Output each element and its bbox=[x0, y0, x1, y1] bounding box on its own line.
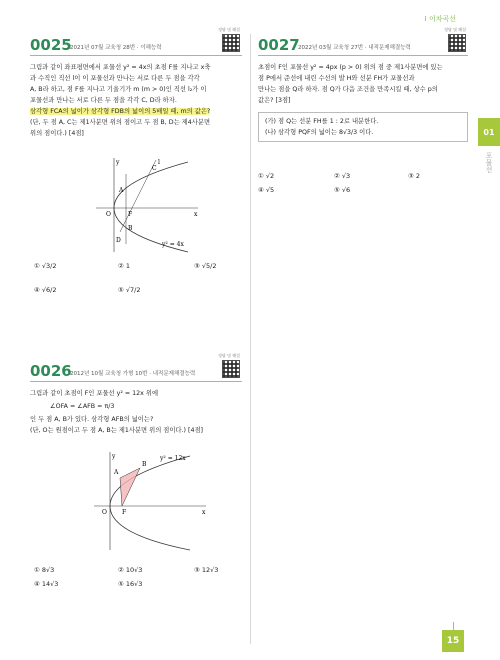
choice-3[interactable]: ③ √5/2 bbox=[194, 262, 217, 270]
problem-number: 0027 bbox=[258, 36, 300, 54]
choice-4[interactable]: ④ √5 bbox=[258, 186, 275, 194]
qr-caption: 정답 및 해설 bbox=[218, 353, 240, 358]
text-line: 초점이 F인 포물선 y² = 4px (p > 0) 위의 점 중 제1사분면에 있는 bbox=[258, 64, 443, 71]
chapter-label: Ⅰ 이차곡선 bbox=[424, 15, 456, 23]
label-f: F bbox=[128, 211, 133, 218]
problem-0026 bbox=[30, 353, 242, 588]
label-a: A bbox=[114, 469, 119, 476]
text-line: 인 두 점 A, B가 있다. 삼각형 AFB의 넓이는? bbox=[30, 416, 154, 423]
curve-equation: y² = 12x bbox=[160, 455, 186, 462]
text-line: 위의 점이다.) [4점] bbox=[30, 130, 84, 137]
curve-equation: y² = 4x bbox=[162, 241, 184, 248]
text-line: 포물선과 만나는 서로 다른 두 점을 각각 C, D라 하자. bbox=[30, 97, 177, 104]
qr-code-icon[interactable] bbox=[448, 34, 466, 52]
label-l: l bbox=[158, 159, 160, 166]
choice-5[interactable]: ⑤ 16√3 bbox=[118, 580, 143, 588]
choice-1[interactable]: ① 8√3 bbox=[34, 566, 55, 574]
label-o: O bbox=[106, 211, 111, 218]
conditions-box bbox=[258, 112, 468, 142]
label-f: F bbox=[122, 509, 127, 516]
text-line: 그림과 같이 초점이 F인 포물선 y² = 12x 위에 bbox=[30, 390, 159, 397]
condition-a: (가) 점 Q는 선분 FH를 1 : 2로 내분한다. bbox=[265, 118, 379, 125]
text-line: 만나는 점을 Q라 하자. 점 Q가 다음 조건을 만족시킬 때, 상수 p의 bbox=[258, 86, 438, 93]
column-divider bbox=[250, 34, 251, 644]
choice-5[interactable]: ⑤ √7/2 bbox=[118, 286, 141, 294]
problem-source: 2022년 03월 교육청 27번 · 내적문제해결능력 bbox=[298, 45, 411, 51]
equation: ∠OFA = ∠AFB = π/3 bbox=[50, 403, 115, 410]
problem-text bbox=[30, 62, 242, 139]
choice-3[interactable]: ③ 2 bbox=[408, 172, 421, 180]
condition-b: (나) 삼각형 PQF의 넓이는 8√3/3 이다. bbox=[265, 129, 374, 136]
problem-text bbox=[258, 62, 468, 106]
page-number-line bbox=[453, 622, 454, 630]
text-line: (단, O는 원점이고 두 점 A, B는 제1사분면 위의 점이다.) [4점] bbox=[30, 427, 204, 434]
choice-3[interactable]: ③ 12√3 bbox=[194, 566, 219, 574]
problem-header bbox=[30, 353, 242, 382]
text-line: 점 P에서 준선에 내린 수선의 발 H와 선분 FH가 포물선과 bbox=[258, 75, 415, 82]
label-x: x bbox=[194, 211, 198, 218]
choice-4[interactable]: ④ √6/2 bbox=[34, 286, 57, 294]
choice-2[interactable]: ② 1 bbox=[118, 262, 131, 270]
label-d: D bbox=[116, 237, 121, 244]
problem-header bbox=[30, 27, 242, 56]
label-c: C bbox=[152, 165, 157, 172]
label-a: A bbox=[119, 187, 124, 194]
chapter-tab: 01 bbox=[478, 118, 500, 146]
text-line: A, B라 하고, 점 F를 지나고 기울기가 m (m > 0)인 직선 l₂가 이 bbox=[30, 86, 207, 93]
parabola-graph bbox=[90, 450, 210, 554]
chapter-side-text: 포물선 bbox=[485, 152, 493, 173]
choice-1[interactable]: ① √2 bbox=[258, 172, 275, 180]
problem-source: 2021년 07월 교육청 28번 · 이해능력 bbox=[70, 45, 162, 51]
label-o: O bbox=[102, 509, 107, 516]
qr-code-icon[interactable] bbox=[222, 360, 240, 378]
text-line: 과 수직인 직선 l이 이 포물선과 만나는 서로 다른 두 점을 각각 bbox=[30, 75, 200, 82]
label-b: B bbox=[142, 461, 147, 468]
problem-source: 2012년 10월 교육청 가형 10번 · 내적문제해결능력 bbox=[70, 371, 196, 377]
label-y: y bbox=[116, 159, 120, 166]
choice-5[interactable]: ⑤ √6 bbox=[334, 186, 351, 194]
problem-header bbox=[258, 27, 468, 56]
text-line: 그림과 같이 좌표평면에서 포물선 y² = 4x의 초점 F를 지나고 x축 bbox=[30, 64, 211, 71]
qr-caption: 정답 및 해설 bbox=[444, 27, 466, 32]
page-number: 15 bbox=[442, 630, 464, 652]
label-x: x bbox=[202, 509, 206, 516]
qr-caption: 정답 및 해설 bbox=[218, 27, 240, 32]
problem-0025 bbox=[30, 27, 242, 294]
qr-code-icon[interactable] bbox=[222, 34, 240, 52]
highlighted-question: 삼각형 FCA의 넓이가 삼각형 FDB의 넓이의 5배일 때, m의 값은? bbox=[30, 108, 211, 115]
text-line: (단, 두 점 A, C는 제1사분면 위의 점이고 두 점 B, D는 제4사분면 bbox=[30, 119, 211, 126]
problem-0027 bbox=[258, 27, 468, 194]
choice-2[interactable]: ② 10√3 bbox=[118, 566, 143, 574]
problem-number: 0026 bbox=[30, 362, 72, 380]
text-line: 값은? [3점] bbox=[258, 97, 291, 104]
choice-1[interactable]: ① √3/2 bbox=[34, 262, 57, 270]
label-b: B bbox=[128, 225, 133, 232]
choice-4[interactable]: ④ 14√3 bbox=[34, 580, 59, 588]
parabola-graph bbox=[92, 156, 202, 256]
label-y: y bbox=[112, 453, 116, 460]
choice-2[interactable]: ② √3 bbox=[334, 172, 351, 180]
problem-text bbox=[30, 388, 242, 436]
problem-number: 0025 bbox=[30, 36, 72, 54]
